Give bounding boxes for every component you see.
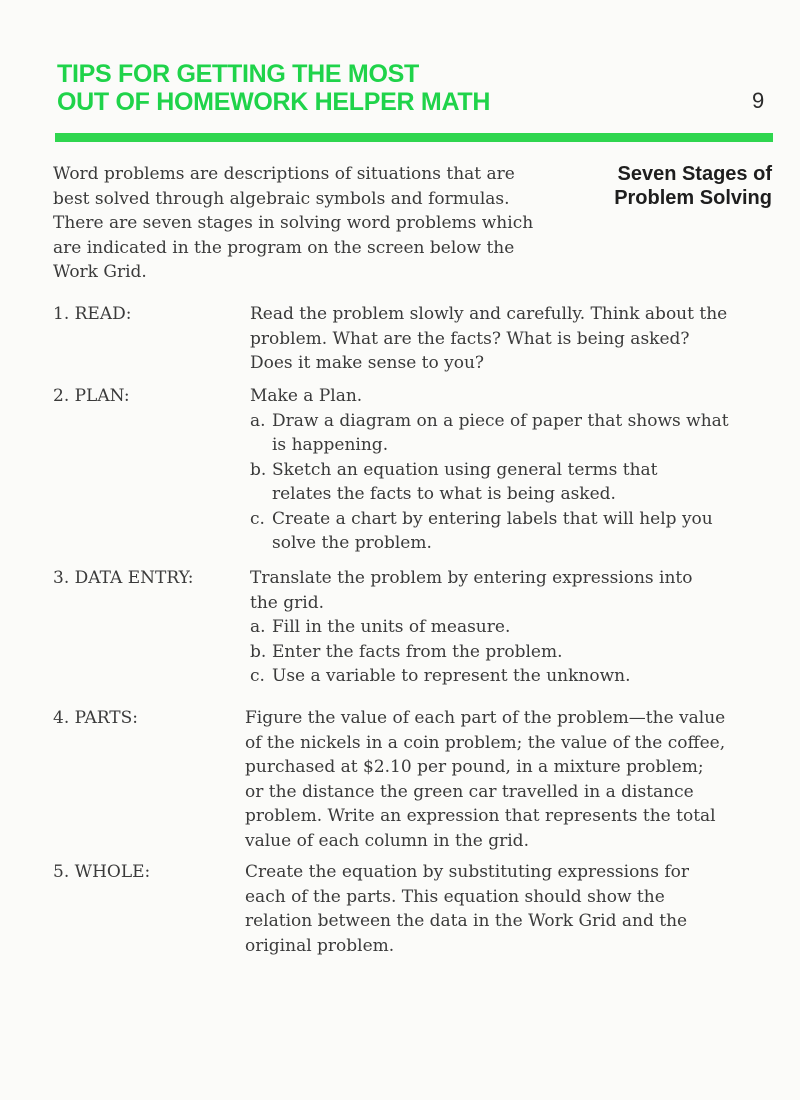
side-heading-line: Problem Solving xyxy=(614,187,772,209)
intro-line: Work Grid. xyxy=(53,262,147,282)
header-rule xyxy=(55,133,773,142)
stage-label: 3. DATA ENTRY: xyxy=(53,568,194,588)
page-heading-line: OUT OF HOMEWORK HELPER MATH xyxy=(57,88,491,116)
stage-line: Figure the value of each part of the problem—the value xyxy=(245,708,726,728)
stage-body xyxy=(250,566,780,689)
stage-line: or the distance the green car travelled in a distance xyxy=(245,781,694,802)
page-heading xyxy=(57,60,490,116)
stage-label: 5. WHOLE: xyxy=(53,862,151,882)
subitem-line: Sketch an equation using general terms that xyxy=(272,459,658,480)
stage-label: 4. PARTS: xyxy=(53,708,138,728)
stage-line: each of the parts. This equation should show the xyxy=(245,886,665,907)
stage-label: 2. PLAN: xyxy=(53,386,130,406)
page-heading-line: TIPS FOR GETTING THE MOST xyxy=(57,60,419,88)
subitem-line: relates the facts to what is being asked. xyxy=(272,484,616,504)
stage-body xyxy=(245,706,775,853)
stage-subitem xyxy=(250,664,780,689)
stage-line: Translate the problem by entering expressions into xyxy=(250,568,693,588)
stage-line: value of each column in the grid. xyxy=(245,830,529,851)
stage-subitem xyxy=(250,615,780,640)
stage-body xyxy=(250,384,780,556)
subitem-line: Fill in the units of measure. xyxy=(272,617,511,637)
subitem-line: solve the problem. xyxy=(272,533,432,553)
subitem-letter: a. xyxy=(250,410,266,431)
stage-body xyxy=(250,302,780,376)
side-heading-line: Seven Stages of xyxy=(617,163,772,185)
stage-line: of the nickels in a coin problem; the value of the coffee, xyxy=(245,732,726,753)
side-heading xyxy=(614,162,772,210)
subitem-letter: a. xyxy=(250,617,266,637)
subitem-letter: b. xyxy=(250,459,267,480)
subitem-line: Use a variable to represent the unknown. xyxy=(272,666,631,686)
stage-line: relation between the data in the Work Grid and the xyxy=(245,911,688,931)
subitem-line: is happening. xyxy=(272,435,389,455)
intro-line: There are seven stages in solving word problems which xyxy=(53,213,534,233)
intro-line: Word problems are descriptions of situations that are xyxy=(53,164,515,184)
subitem-letter: c. xyxy=(250,508,265,529)
stage-label: 1. READ: xyxy=(53,304,132,324)
stage-line: Does it make sense to you? xyxy=(250,353,485,373)
stage-line: original problem. xyxy=(245,935,395,956)
intro-line: are indicated in the program on the screen below the xyxy=(53,237,515,258)
subitem-letter: c. xyxy=(250,666,265,686)
stage-subitem xyxy=(250,507,780,556)
stage-subitem xyxy=(250,458,780,507)
stage-body xyxy=(245,860,775,958)
subitem-letter: b. xyxy=(250,641,267,662)
stage-line: Read the problem slowly and carefully. Think about the xyxy=(250,304,728,324)
subitem-line: Enter the facts from the problem. xyxy=(272,641,563,662)
subitem-line: Create a chart by entering labels that will help you xyxy=(272,508,713,529)
stage-line: the grid. xyxy=(250,592,324,613)
stage-line: problem. What are the facts? What is being asked? xyxy=(250,328,690,349)
stage-line: Create the equation by substituting expressions for xyxy=(245,862,690,882)
subitem-line: Draw a diagram on a piece of paper that shows what xyxy=(272,410,729,431)
intro-line: best solved through algebraic symbols and formulas. xyxy=(53,188,510,209)
page-number: 9 xyxy=(752,88,765,113)
stage-subitem xyxy=(250,640,780,665)
intro-paragraph xyxy=(53,162,578,285)
stage-line: Make a Plan. xyxy=(250,386,363,406)
stage-line: purchased at $2.10 per pound, in a mixture problem; xyxy=(245,757,704,777)
stage-subitem xyxy=(250,409,780,458)
stage-line: problem. Write an expression that represents the total xyxy=(245,806,716,826)
